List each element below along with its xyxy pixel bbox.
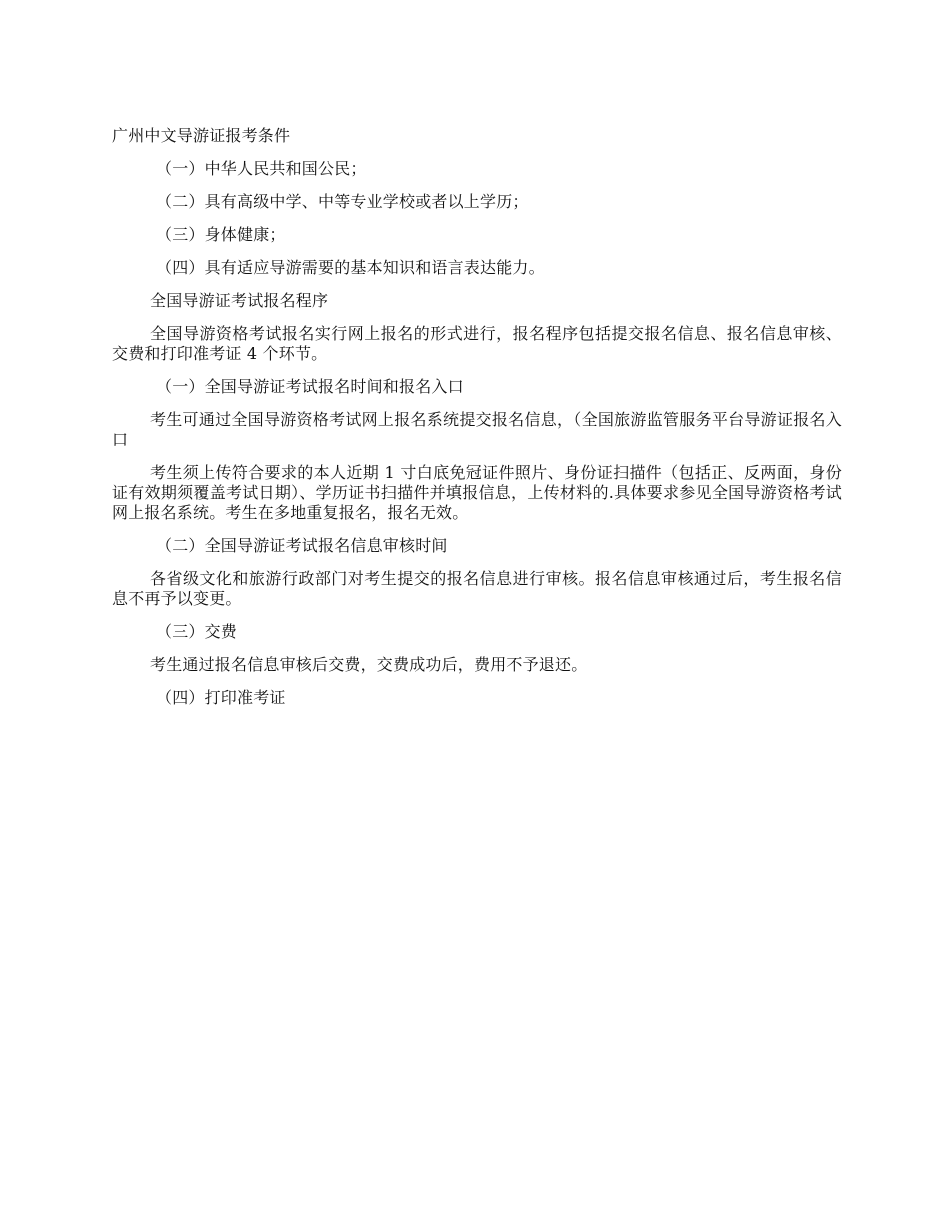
condition-item: （四）具有适应导游需要的基本知识和语言表达能力。 <box>156 258 545 277</box>
section-heading: （二）全国导游证考试报名信息审核时间 <box>156 536 448 555</box>
document-title: 广州中文导游证报考条件 <box>112 126 291 145</box>
procedure-intro: 全国导游资格考试报名实行网上报名的形式进行，报名程序包括提交报名信息、报名信息审核、交费和打印准考证 4 个环节。 <box>112 324 842 363</box>
section-heading: （四）打印准考证 <box>156 688 286 707</box>
section-heading: （三）交费 <box>156 622 238 641</box>
condition-item: （二）具有高级中学、中等专业学校或者以上学历； <box>156 192 529 211</box>
section-heading: （一）全国导游证考试报名时间和报名入口 <box>156 377 464 396</box>
section-paragraph: 考生须上传符合要求的本人近期 1 寸白底免冠证件照片、身份证扫描件（包括正、反两面，身份证有效期须覆盖考试日期）、学历证书扫描件并填报信息，上传材料的.具体要求参见全国导游资格考试网上报名系统。考生在多地重复报名，报名无效。 <box>112 463 842 522</box>
document-body <box>112 126 842 721</box>
section-paragraph: 考生可通过全国导游资格考试网上报名系统提交报名信息，（全国旅游监管服务平台导游证报名入口 <box>112 410 842 449</box>
condition-item: （一）中华人民共和国公民； <box>156 159 367 178</box>
section-paragraph: 考生通过报名信息审核后交费，交费成功后，费用不予退还。 <box>150 655 588 674</box>
section-paragraph: 各省级文化和旅游行政部门对考生提交的报名信息进行审核。报名信息审核通过后，考生报名信息不再予以变更。 <box>112 569 842 608</box>
condition-item: （三）身体健康； <box>156 225 286 244</box>
procedure-heading: 全国导游证考试报名程序 <box>150 291 329 310</box>
